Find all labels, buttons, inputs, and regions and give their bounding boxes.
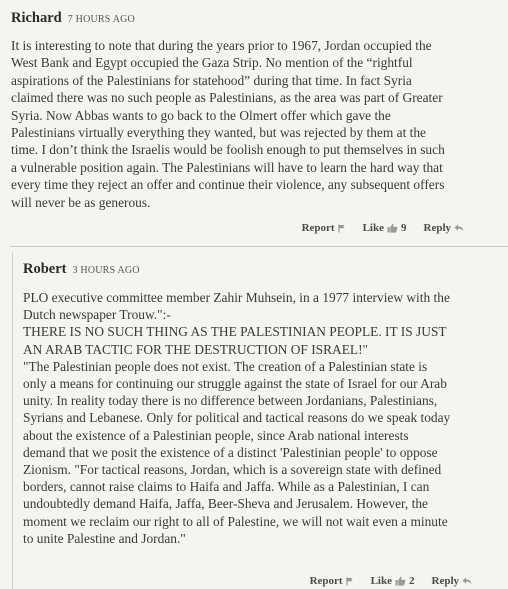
comment-text-line: undoubtedly demand Haifa, Jaffa, Beer-Sheva and Jerusalem. However, the (23, 496, 428, 512)
comment-text-line: to unite Palestine and Jordan." (23, 530, 186, 546)
comment-text-line: claimed there was no such people as Palestinians, as the area was part of Greater (11, 90, 443, 106)
reply-label: Reply (431, 575, 459, 587)
comment-author[interactable]: Robert (23, 261, 67, 277)
flag-icon (346, 577, 354, 586)
reply-arrow-icon (462, 577, 472, 585)
comment-reply (12, 252, 508, 589)
comment-text-line: PLO executive committee member Zahir Muhsein, in a 1977 interview with the (23, 290, 450, 305)
comment-text-line: time. I don’t think the Israelis would be foolish enough to put themselves in such (11, 142, 445, 158)
report-button[interactable] (302, 222, 346, 234)
report-label: Report (301, 222, 335, 234)
comment-text-line: only a means for continuing our struggle against the state of Israel for our Arab (23, 376, 447, 392)
comment-text-line: a vulnerable position again. The Palestinians will have to learn the hard way that (11, 159, 443, 175)
comment-text-line: about the existence of a Palestinian people, since Arab national interests (23, 427, 409, 443)
comment (0, 0, 508, 244)
like-button[interactable] (363, 222, 407, 234)
report-button[interactable] (310, 575, 354, 587)
comment-text-line: unity. In reality today there is no difference between Jordanians, Palestinians, (23, 393, 438, 409)
comment-text-line: AN ARAB TACTIC FOR THE DESTRUCTION OF ISRAEL!" (23, 341, 369, 357)
comment-text-line: every time they reject an offer and continue their violence, any subsequent offers (11, 177, 445, 193)
comment-header (11, 10, 496, 30)
comment-body (11, 37, 496, 211)
comment-text-line: Dutch newspaper Trouw.":- (23, 307, 171, 323)
reply-arrow-icon (454, 224, 464, 232)
reply-button[interactable] (432, 575, 473, 587)
thumbs-up-icon (395, 576, 406, 586)
like-count: 9 (401, 222, 407, 234)
comment-text-line: It is interesting to note that during the years prior to 1967, Jordan occupied the (11, 38, 432, 53)
thumbs-up-icon (387, 223, 398, 233)
like-label: Like (370, 575, 392, 587)
comment-text-line: Syrians and Lebanese. Only for political and tactical reasons do we speak today (23, 410, 451, 426)
flag-icon (338, 224, 346, 233)
comment-divider (10, 246, 508, 247)
comment-text-line: "The Palestinian people does not exist. The creation of a Palestinian state is (23, 358, 428, 374)
like-button[interactable] (371, 575, 415, 587)
comment-actions (302, 222, 464, 234)
comment-body (23, 289, 500, 547)
reply-label: Reply (423, 222, 451, 234)
comment-text-line: will never be as generous. (11, 194, 151, 210)
comment-text-line: borders, cannot raise claims to Haifa and Jaffa. While as a Palestinian, I can (23, 479, 430, 495)
comment-text-line: Zionism. "For tactical reasons, Jordan, which is a sovereign state with defined (23, 462, 442, 478)
comment-text-line: demand that we posit the existence of a distinct 'Palestinian people' to oppose (23, 444, 438, 460)
comment-timestamp: 3 HOURS AGO (72, 265, 140, 276)
comment-actions (310, 575, 472, 587)
comment-text-line: Syria. Now Abbas wants to go back to the Olmert offer which gave the (11, 107, 391, 123)
comment-text-line: Palestinians virtually everything they wanted, but was rejected by them at the (11, 125, 426, 141)
comment-text-line: moment we reclaim our right to all of Palestine, we will not wait even a minute (23, 513, 448, 529)
like-count: 2 (409, 575, 415, 587)
comment-author[interactable]: Richard (11, 10, 62, 26)
comment-text-line: West Bank and Egypt occupied the Gaza Strip. No mention of the “rightful (11, 55, 413, 71)
reply-button[interactable] (424, 222, 465, 234)
comment-header (23, 261, 500, 281)
comment-text-line: aspirations of the Palestinians for statehood” during that time. In fact Syria (11, 72, 412, 88)
comment-timestamp: 7 HOURS AGO (67, 14, 135, 25)
report-label: Report (309, 575, 343, 587)
like-label: Like (362, 222, 384, 234)
comment-text-line: THERE IS NO SUCH THING AS THE PALESTINIAN PEOPLE. IT IS JUST (23, 324, 447, 340)
